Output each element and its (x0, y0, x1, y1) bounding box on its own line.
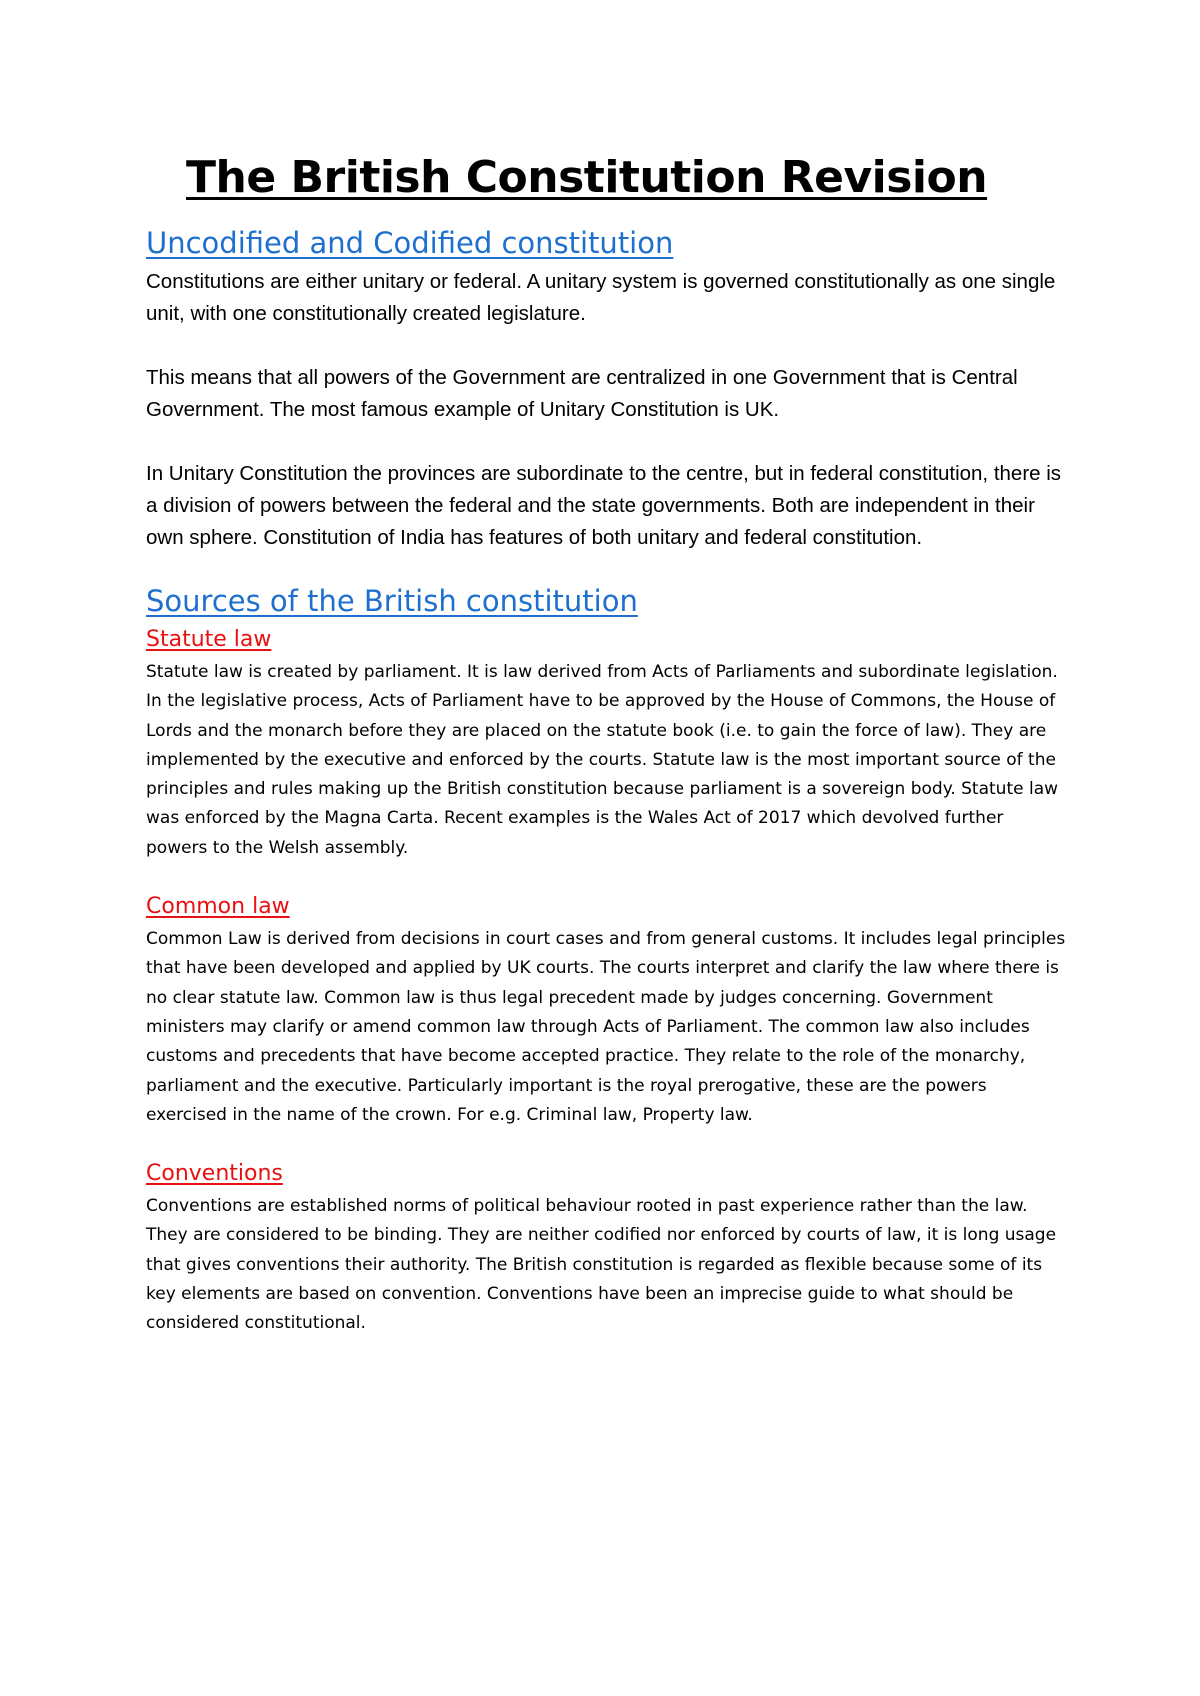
section-heading-sources: Sources of the British constitution (146, 584, 638, 618)
section-heading-uncodified: Uncodified and Codified constitution (146, 226, 674, 260)
document-body (146, 150, 1066, 1367)
paragraph: This means that all powers of the Government are centralized in one Government that is Central Government. The most famous example of Unitary Constitution is UK. (146, 366, 1018, 421)
paragraph-common-law: Common Law is derived from decisions in court cases and from general customs. It includes legal principles that have been developed and applied by UK courts. The courts interpret and clarify the law where there is no clear statute law. Common law is thus legal precedent made by judges concerning. Government ministers may clarify or amend common law through Acts of Parliament. The common law also includes customs and precedents that have become accepted practice. They relate to the role of the monarchy, parliament and the executive. Particularly important is the royal prerogative, these are the powers exercised in the name of the crown. For e.g. Criminal law, Property law. (146, 929, 1066, 1125)
subsection-heading-statute-law: Statute law (146, 627, 272, 652)
paragraph: In Unitary Constitution the provinces are subordinate to the centre, but in federal constitution, there is a division of powers between the federal and the state governments. Both are independent in their own sphere. Constitution of India has features of both unitary and federal constitution. (146, 462, 1062, 549)
subsection-heading-common-law: Common law (146, 894, 290, 920)
paragraph-statute-law: Statute law is created by parliament. It is law derived from Acts of Parliaments and subordinate legislation. In the legislative process, Acts of Parliament have to be approved by the House of Commons, the House of Lords and the monarch before they are placed on the statute book (i.e. to gain the force of law). They are implemented by the executive and enforced by the courts. Statute law is the most important source of the principles and rules making up the British constitution because parliament is a sovereign body. Statute law was enforced by the Magna Carta. Recent examples is the Wales Act of 2017 which devolved further powers to the Welsh assembly. (146, 662, 1059, 858)
paragraph-conventions: Conventions are established norms of political behaviour rooted in past experience rather than the law. They are considered to be binding. They are neither codified nor enforced by courts of law, it is long usage that gives conventions their authority. The British constitution is regarded as flexible because some of its key elements are based on convention. Conventions have been an imprecise guide to what should be considered constitutional. (146, 1196, 1057, 1334)
document-title: The British Constitution Revision (186, 152, 988, 203)
paragraph: Constitutions are either unitary or federal. A unitary system is governed constitutionally as one single unit, with one constitutionally created legislature. (146, 270, 1056, 325)
subsection-heading-conventions: Conventions (146, 1161, 283, 1187)
